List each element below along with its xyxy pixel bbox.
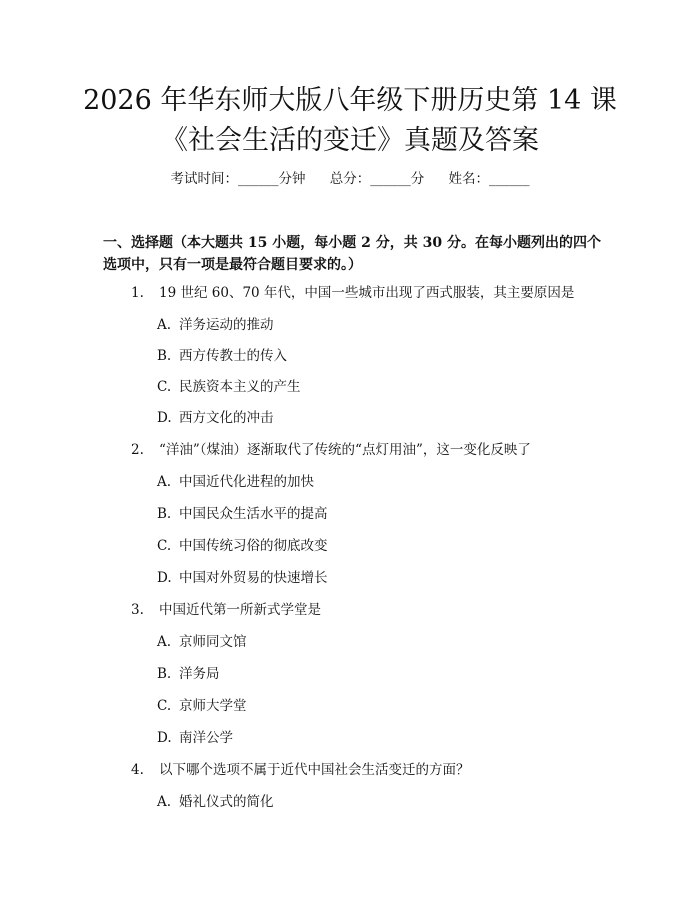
option-text: 洋务局 <box>179 666 220 682</box>
option-label: D. <box>157 570 172 586</box>
option-3d <box>157 729 233 747</box>
option-label: B. <box>157 506 172 522</box>
option-4a <box>157 793 274 811</box>
option-1a <box>157 316 274 334</box>
section-heading: 一、选择题（本大题共 15 小题，每小题 2 分，共 30 分。在每小题列出的四个选项中，只有一项是最符合题目要求的。） <box>103 235 601 273</box>
option-text: 中国对外贸易的快速增长 <box>179 570 328 586</box>
exam-meta <box>0 170 700 188</box>
question-number: 3. <box>131 602 144 618</box>
option-2c <box>157 537 328 555</box>
option-3c <box>157 697 247 715</box>
option-text: 婚礼仪式的简化 <box>179 794 274 810</box>
question-4 <box>131 761 470 779</box>
document-title-line-1: 2026 年华东师大版八年级下册历史第 14 课 <box>83 85 617 116</box>
option-3a <box>157 633 247 651</box>
option-text: 洋务运动的推动 <box>179 317 274 333</box>
option-text: 民族资本主义的产生 <box>179 379 301 395</box>
question-2 <box>131 441 531 459</box>
option-1d <box>157 409 274 427</box>
option-label: D. <box>157 730 172 746</box>
question-text: “洋油”（煤油）逐渐取代了传统的“点灯用油”，这一变化反映了 <box>159 442 531 458</box>
question-1 <box>131 284 574 302</box>
option-label: C. <box>157 379 172 395</box>
option-label: D. <box>157 410 172 426</box>
question-number: 2. <box>131 442 144 458</box>
option-text: 京师同文馆 <box>179 634 247 650</box>
exam-time: 考试时间：______分钟 <box>170 171 306 187</box>
option-text: 中国民众生活水平的提高 <box>179 506 328 522</box>
question-number: 1. <box>131 285 144 301</box>
document-title-line-2: 《社会生活的变迁》真题及答案 <box>161 125 539 156</box>
option-label: A. <box>157 794 172 810</box>
option-label: A. <box>157 474 172 490</box>
option-text: 中国近代化进程的加快 <box>179 474 314 490</box>
option-label: B. <box>157 348 172 364</box>
option-text: 中国传统习俗的彻底改变 <box>179 538 328 554</box>
option-2d <box>157 569 328 587</box>
option-text: 西方传教士的传入 <box>179 348 287 364</box>
question-text: 19 世纪 60、70 年代，中国一些城市出现了西式服装，其主要原因是 <box>159 285 575 301</box>
question-text: 以下哪个选项不属于近代中国社会生活变迁的方面？ <box>159 762 470 778</box>
option-3b <box>157 665 220 683</box>
question-text: 中国近代第一所新式学堂是 <box>159 602 321 618</box>
option-2a <box>157 473 314 491</box>
question-number: 4. <box>131 762 144 778</box>
option-2b <box>157 505 328 523</box>
question-3 <box>131 601 321 619</box>
option-label: A. <box>157 317 172 333</box>
option-label: B. <box>157 666 172 682</box>
option-1c <box>157 378 301 396</box>
option-text: 南洋公学 <box>179 730 233 746</box>
option-text: 西方文化的冲击 <box>179 410 274 426</box>
option-label: C. <box>157 698 172 714</box>
option-label: A. <box>157 634 172 650</box>
option-1b <box>157 347 287 365</box>
option-label: C. <box>157 538 172 554</box>
student-name: 姓名：______ <box>448 171 530 187</box>
exam-total-score: 总分：______分 <box>329 171 425 187</box>
option-text: 京师大学堂 <box>179 698 247 714</box>
